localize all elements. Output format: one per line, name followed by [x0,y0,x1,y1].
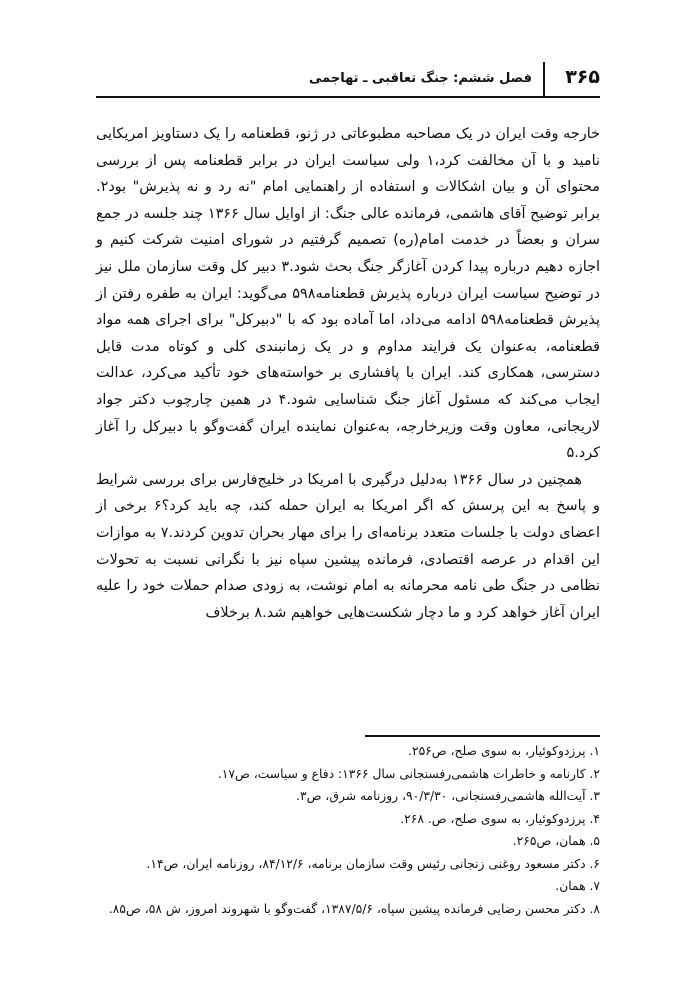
footnote-4: ۴. پرزدوکوئیار، به سوی صلح، ص. ۲۶۸. [400,811,600,826]
header-vertical-rule [543,62,545,96]
footnote-2: ۲. کارنامه و خاطرات هاشمی‌رفسنجانی سال ۱۳۶۶: دفاع و سیاست، ص۱۷. [217,766,600,781]
footnote-divider [365,735,600,737]
paragraph-2: همچنین در سال ۱۳۶۶ به‌دلیل درگیری با امریکا در خلیج‌فارس برای بررسی شرایط و پاسخ به این پرسش که اگر امریکا به ایران حمله کند، چه باید کرد؟۶ برخی از اعضای دولت با جلسات متعدد برنامه‌ای را برای مهار بحران تدوین کردند.۷ به موازات این اقدام در عرصه اقتصادی، فرمانده پیشین سپاه نیز با نگرانی نسبت به تحولات نظامی در جنگ طی نامه محرمانه به امام نوشت، به زودی صدام حملات خود را علیه ایران آغاز خواهد کرد و ما دچار شکست‌هایی خواهیم شد.۸ برخلاف [96,471,600,621]
footnote-3: ۳. آیت‌الله هاشمی‌رفسنجانی، ۹۰/۳/۳۰، روزنامه شرق، ص۳. [296,789,600,803]
page-header [96,62,600,98]
footnotes [96,740,600,920]
footnote-7: ۷. همان. [555,879,600,893]
header-horizontal-rule [96,96,600,98]
footnote-8: ۸. دکتر محسن رضایی فرمانده پیشین سپاه، ۱۳۸۷/۵/۶، گفت‌وگو با شهروند امروز، ش ۵۸، ص۸۵. [108,901,600,916]
footnote-1: ۱. پرزدوکوئیار، به سوی صلح، ص۲۵۶. [408,744,600,758]
footnote-6: ۶. دکتر مسعود روغنی زنجانی رئیس وقت سازمان برنامه، ۸۴/۱۲/۶، روزنامه ایران، ص۱۴. [146,856,600,871]
footnote-5: ۵. همان، ص۲۶۵. [512,834,600,848]
chapter-title: فصل ششم: جنگ تعاقبی ـ تهاجمی [308,71,532,86]
page-number: ۳۶۵ [565,66,600,88]
body-text [96,121,600,626]
paragraph-1: خارجه وقت ایران در یک مصاحبه مطبوعاتی در ژنو، قطعنامه را یک دستاویز امریکایی نامید و با آن مخالفت کرد،۱ ولی سیاست ایران در برابر قطعنامه پس از بررسی محتوای آن و بیان اشکالات و استفاده از راهنمایی امام "نه رد و نه پذیرش" بود۲. برابر توضیح آقای هاشمی، فرمانده عالی جنگ: از اوایل سال ۱۳۶۶ چند جلسه در جمع سران و بعضاً در خدمت امام(ره) تصمیم گرفتیم در شورای امنیت شرکت کنیم و اجازه دهیم درباره پیدا کردن آغازگر جنگ بحث شود.۳ دبیر کل وقت سازمان ملل نیز در توضیح سیاست ایران درباره پذیرش قطعنامه۵۹۸ می‌گوید: ایران به طفره رفتن از پذیرش قطعنامه۵۹۸ ادامه می‌داد، اما آماده بود که با "دبیرکل" برای اجرای همه مواد قطعنامه، به‌عنوان یک فرایند مداوم و در یک زمانبندی کلی و کوتاه مدت قابل دسترسی، همکاری کند. ایران با پافشاری بر خواسته‌های خود تأکید می‌کرد، عدالت ایجاب می‌کند که مسئول آغاز جنگ شناسایی شود.۴ در همین چارچوب دکتر جواد لاریجانی، معاون وقت وزیرخارجه، به‌عنوان نماینده ایران گفت‌وگو با دبیرکل را آغاز کرد.۵ [96,126,600,462]
